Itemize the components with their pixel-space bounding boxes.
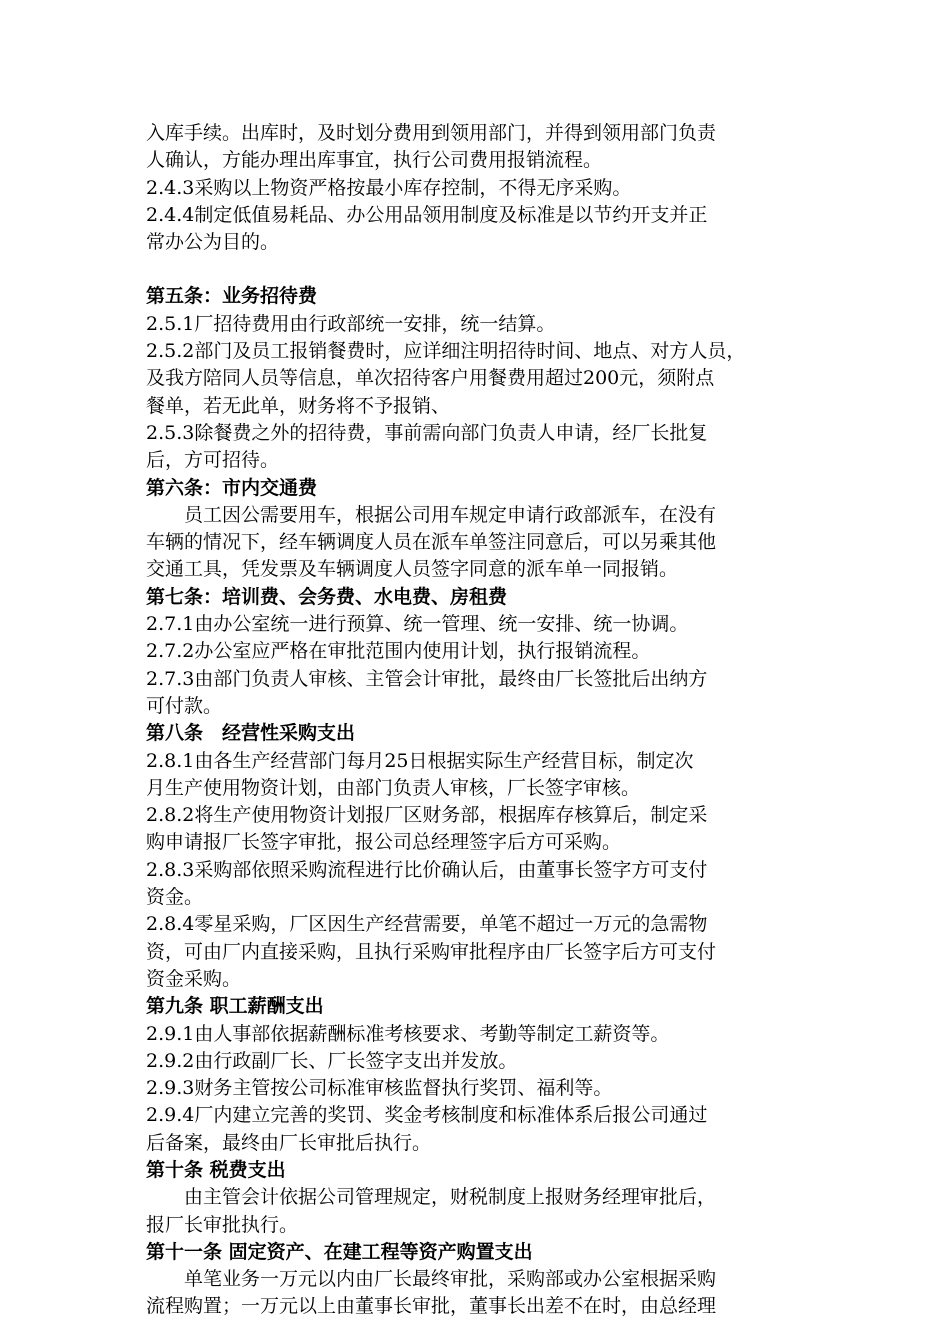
text-line: 可付款。 [146,694,223,717]
text-line: 车辆的情况下，经车辆调度人员在派车单签注同意后，可以另乘其他 [146,531,717,554]
text-line: 资，可由厂内直接采购，且执行采购审批程序由厂长签字后方可支付 [146,940,717,963]
clause-2-9-4: 2.9.4厂内建立完善的奖罚、奖金考核制度和标准体系后报公司通过 [146,1104,708,1127]
text-line: 餐单，若无此单，财务将不予报销、 [146,394,451,417]
clause-2-5-3: 2.5.3除餐费之外的招待费，事前需向部门负责人申请，经厂长批复 [146,421,708,444]
clause-2-8-2: 2.8.2将生产使用物资计划报厂区财务部，根据库存核算后，制定采 [146,804,708,827]
clause-2-9-2: 2.9.2由行政副厂长、厂长签字支出并发放。 [146,1049,518,1072]
text-line: 购申请报厂长签字审批，报公司总经理签字后方可采购。 [146,831,622,854]
text-line: 流程购置；一万元以上由董事长审批，董事长出差不在时，由总经理 [146,1295,717,1318]
section-article-5 [146,283,818,474]
document-page [146,120,818,1321]
text-line: 资金。 [146,886,204,909]
continuation-block [146,120,818,256]
text-line: 单笔业务一万元以内由厂长最终审批，采购部或办公室根据采购 [184,1268,717,1291]
section-article-7 [146,584,818,720]
section-article-6 [146,475,818,584]
section-heading: 第五条：业务招待费 [146,285,318,308]
paragraph-gap [146,256,818,283]
section-article-9 [146,993,818,1157]
clause-2-5-1: 2.5.1厂招待费用由行政部统一安排，统一结算。 [146,312,556,335]
text-line: 员工因公需要用车，根据公司用车规定申请行政部派车，在没有 [184,503,717,526]
text-line: 交通工具，凭发票及车辆调度人员签字同意的派车单一同报销。 [146,558,679,581]
text-line: 报厂长审批执行。 [146,1213,299,1236]
clause-2-8-3: 2.8.3采购部依照采购流程进行比价确认后，由董事长签字方可支付 [146,858,708,881]
clause-2-8-4: 2.8.4零星采购，厂区因生产经营需要，单笔不超过一万元的急需物 [146,913,708,936]
text-line: 常办公为目的。 [146,231,280,254]
section-heading: 第六条：市内交通费 [146,476,318,499]
clause-2-9-1: 2.9.1由人事部依据薪酬标准考核要求、考勤等制定工薪资等。 [146,1022,670,1045]
section-heading: 第十一条 固定资产、在建工程等资产购置支出 [146,1240,533,1263]
section-heading: 第八条 经营性采购支出 [146,722,356,745]
section-heading: 第十条 税费支出 [146,1158,286,1181]
clause-2-4-4: 2.4.4制定低值易耗品、办公用品领用制度及标准是以节约开支并正 [146,203,708,226]
clause-2-7-3: 2.7.3由部门负责人审核、主管会计审批，最终由厂长签批后出纳方 [146,667,708,690]
clause-2-7-2: 2.7.2办公室应严格在审批范围内使用计划，执行报销流程。 [146,640,651,663]
text-line: 入库手续。出库时，及时划分费用到领用部门，并得到领用部门负责 [146,122,717,144]
text-line: 人确认，方能办理出库事宜，执行公司费用报销流程。 [146,149,603,172]
clause-2-5-2: 2.5.2部门及员工报销餐费时，应详细注明招待时间、地点、对方人员， [146,340,746,363]
text-line: 由主管会计依据公司管理规定，财税制度上报财务经理审批后， [184,1186,717,1209]
text-line: 月生产使用物资计划，由部门负责人审核，厂长签字审核。 [146,776,641,799]
text-line: 及我方陪同人员等信息，单次招待客户用餐费用超过200元，须附点 [146,367,715,390]
text-line: 后，方可招待。 [146,449,280,472]
section-heading: 第九条 职工薪酬支出 [146,995,324,1018]
section-article-10 [146,1157,818,1239]
clause-2-9-3: 2.9.3财务主管按公司标准审核监督执行奖罚、福利等。 [146,1077,613,1100]
section-heading: 第七条：培训费、会务费、水电费、房租费 [146,585,508,608]
clause-2-8-1: 2.8.1由各生产经营部门每月25日根据实际生产经营目标，制定次 [146,749,694,772]
text-line: 资金采购。 [146,967,242,990]
section-article-11 [146,1239,818,1321]
section-article-8 [146,720,818,993]
clause-2-7-1: 2.7.1由办公室统一进行预算、统一管理、统一安排、统一协调。 [146,613,689,636]
clause-2-4-3: 2.4.3采购以上物资严格按最小库存控制，不得无序采购。 [146,176,632,199]
text-line: 后备案，最终由厂长审批后执行。 [146,1131,432,1154]
